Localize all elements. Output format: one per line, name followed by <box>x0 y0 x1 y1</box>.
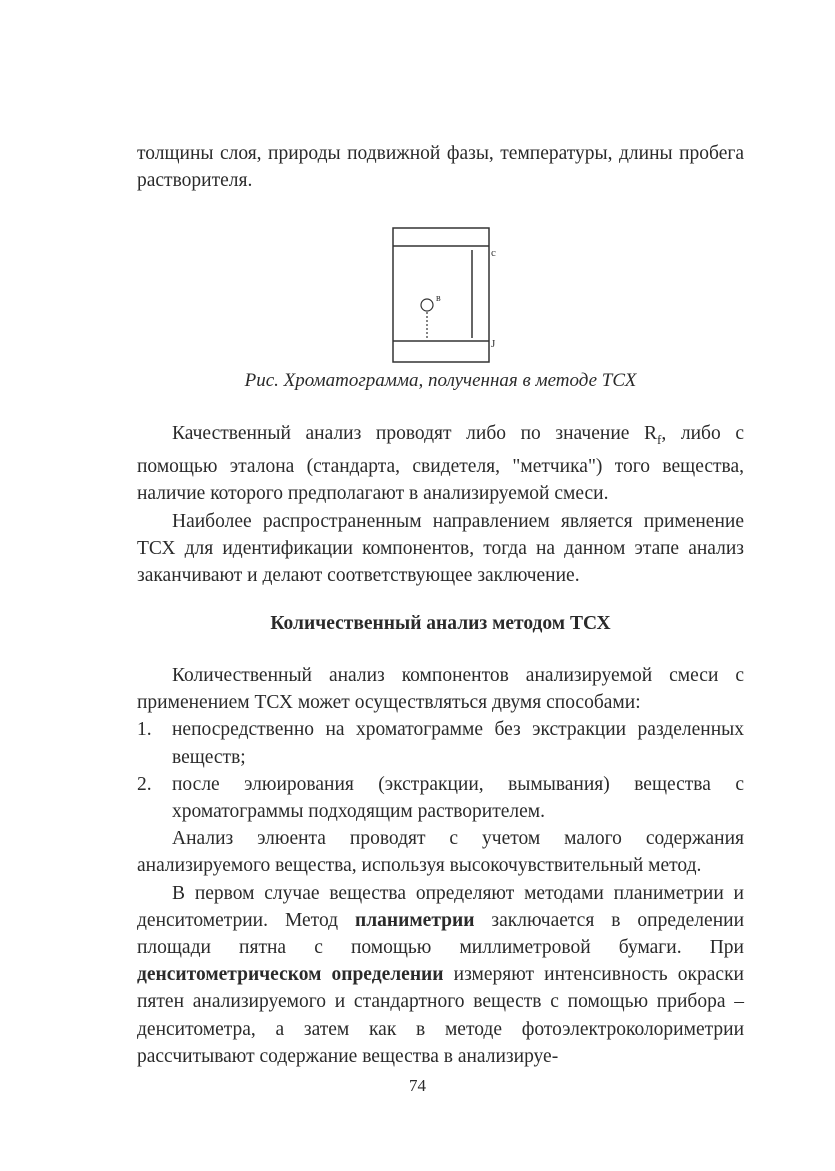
paragraph-eluent: Анализ элюента проводят с учетом малого содержания анализируемого вещества, используя высокочувствительный метод. <box>137 828 744 877</box>
list-item <box>137 716 744 770</box>
para5-text-3: измеряют интенсивность окраски пятен анализируемого и стандартного веществ с помощью прибора – денситометра, а затем как в методе фотоэлектроколориметрии рассчитывают содержание вещества в анализируе- <box>137 964 744 1067</box>
quantitative-section <box>137 662 744 1070</box>
front-label: с <box>491 247 496 259</box>
page-number: 74 <box>409 1076 426 1095</box>
rf-subscript: f <box>657 431 662 447</box>
list-number: 2. <box>137 773 152 795</box>
para5-text-1: В первом случае вещества определяют методами планиметрии и денситометрии. Метод <box>137 882 744 931</box>
chromatogram-figure <box>385 224 515 366</box>
para5-text-2: заключается в определении площади пятна с помощью миллиметровой бумаги. При <box>137 909 744 959</box>
spot-label: в <box>436 293 441 304</box>
top-paragraph: толщины слоя, природы подвижной фазы, температуры, длины пробега растворителя. <box>137 143 744 192</box>
plate-outline <box>393 228 489 362</box>
spot-a <box>421 299 433 311</box>
list-number: 1. <box>137 719 152 741</box>
term-densitometry: денситометрическом определении <box>137 964 444 986</box>
bottom-label: J <box>491 338 496 350</box>
term-planimetry: планиметрии <box>355 909 475 931</box>
paragraph-identification: Наиболее распространенным направлением является применение ТСХ для идентификации компонентов, тогда на данном этапе анализ заканчивают и делают соответствующее заключение. <box>137 510 744 586</box>
section-heading: Количественный анализ методом ТСХ <box>270 613 611 634</box>
list-item <box>137 771 744 825</box>
paragraph-methods-intro: Количественный анализ компонентов анализируемой смеси с применением ТСХ может осуществляться двумя способами: <box>137 665 744 714</box>
paragraph-planimetry <box>137 880 744 1070</box>
top-paragraph-block <box>137 140 744 194</box>
list-text: после элюирования (экстракции, вымывания) вещества с хроматограммы подходящим растворителем. <box>172 773 744 823</box>
para1-text-b: , либо с помощью эталона (стандарта, свидетеля, "метчика") того вещества, наличие которого предполагают в анализируемой смеси. <box>137 423 744 505</box>
qualitative-section <box>137 420 744 589</box>
para1-text-a: Качественный анализ проводят либо по значение R <box>172 423 658 444</box>
figure-caption: Рис. Хроматограмма, полученная в методе ТСХ <box>244 370 637 391</box>
paragraph-qualitative <box>137 420 744 508</box>
list-text: непосредственно на хроматограмме без экстракции разделенных веществ; <box>172 719 744 768</box>
